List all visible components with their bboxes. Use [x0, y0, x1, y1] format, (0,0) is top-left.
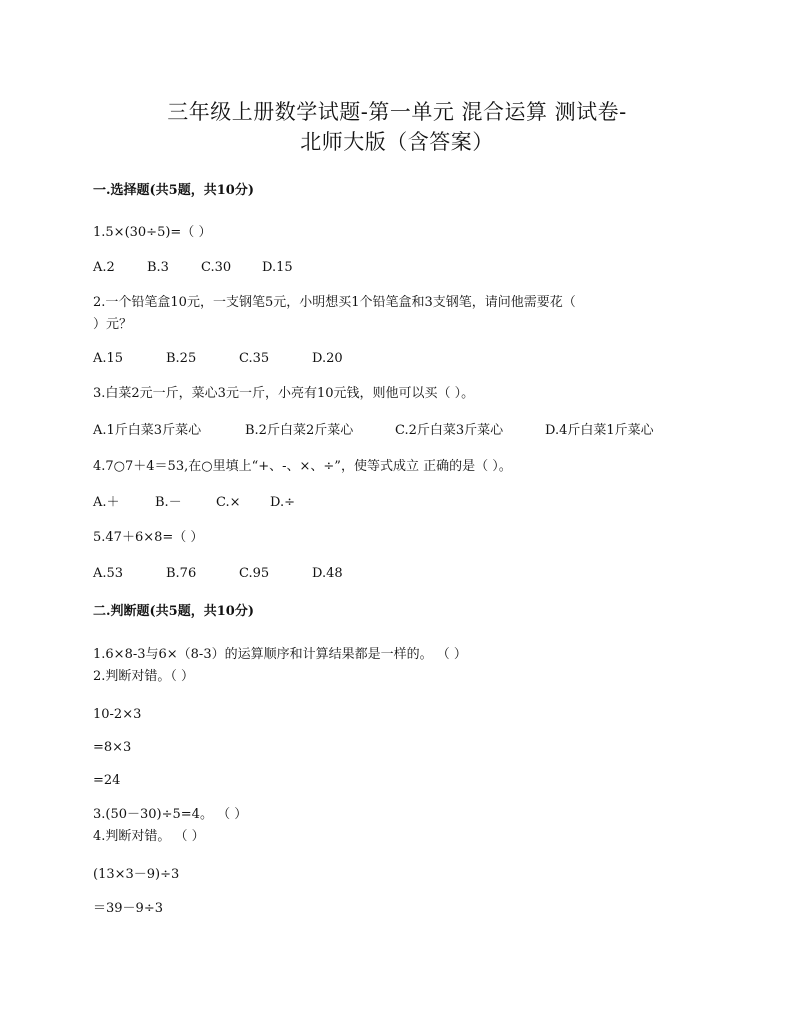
option-d: D.÷ — [270, 495, 295, 510]
section-heading-judgement: 二.判断题(共5题，共10分) — [93, 604, 254, 619]
judge-question-3-text: 3.(50－30)÷5=4。 （ ） — [93, 807, 248, 822]
option-d: D.48 — [312, 566, 343, 581]
exam-title-line2: 北师大版（含答案） — [300, 130, 494, 154]
question-2-text-line2: ）元？ — [93, 317, 133, 332]
option-c: C.2斤白菜3斤菜心 — [395, 423, 504, 438]
option-d: D.15 — [262, 260, 293, 275]
judge-question-2-step3: =24 — [93, 773, 121, 788]
option-a: A.＋ — [93, 495, 120, 510]
exam-title-line1: 三年级上册数学试题-第一单元 混合运算 测试卷- — [167, 100, 627, 124]
option-d: D.20 — [312, 351, 343, 366]
question-1-text: 1.5×(30÷5)=（ ） — [93, 225, 212, 240]
section-heading-choice: 一.选择题(共5题，共10分) — [93, 183, 254, 198]
judge-question-2-step2: =8×3 — [93, 740, 132, 755]
question-2-options — [93, 350, 343, 368]
question-5-options — [93, 565, 343, 583]
option-a: A.15 — [93, 351, 124, 366]
option-b: B.2斤白菜2斤菜心 — [245, 423, 354, 438]
option-c: C.× — [216, 495, 241, 510]
question-1-options — [93, 259, 293, 277]
option-b: B.25 — [166, 351, 197, 366]
question-4-options — [93, 494, 295, 512]
question-4-text: 4.7○7＋4＝53,在○里填上“+、-、×、÷”，使等式成立 正确的是（ ）。 — [93, 459, 512, 474]
judge-question-4-step2: ＝39－9÷3 — [93, 901, 163, 916]
question-5-text: 5.47＋6×8=（ ） — [93, 530, 204, 545]
judge-question-1-text: 1.6×8-3与6×（8-3）的运算顺序和计算结果都是一样的。 （ ） — [93, 647, 467, 662]
question-3-text: 3.白菜2元一斤，菜心3元一斤，小亮有10元钱，则他可以买（ ）。 — [93, 386, 475, 401]
option-a: A.2 — [93, 260, 115, 275]
question-3-options — [93, 422, 654, 440]
question-2-text-line1: 2.一个铅笔盒10元，一支钢笔5元，小明想买1个铅笔盒和3支钢笔，请问他需要花（ — [93, 295, 576, 310]
judge-question-2-text: 2.判断对错。（ ） — [93, 669, 195, 684]
option-c: C.30 — [201, 260, 232, 275]
judge-question-4-text: 4.判断对错。 （ ） — [93, 829, 205, 844]
judge-question-2-step1: 10-2×3 — [93, 707, 142, 722]
option-b: B.3 — [147, 260, 169, 275]
judge-question-4-step1: (13×3－9)÷3 — [93, 867, 180, 882]
option-c: C.95 — [239, 566, 270, 581]
option-b: B.－ — [155, 495, 182, 510]
option-c: C.35 — [239, 351, 270, 366]
option-d: D.4斤白菜1斤菜心 — [545, 423, 654, 438]
option-a: A.53 — [93, 566, 124, 581]
option-a: A.1斤白菜3斤菜心 — [93, 423, 202, 438]
option-b: B.76 — [166, 566, 197, 581]
